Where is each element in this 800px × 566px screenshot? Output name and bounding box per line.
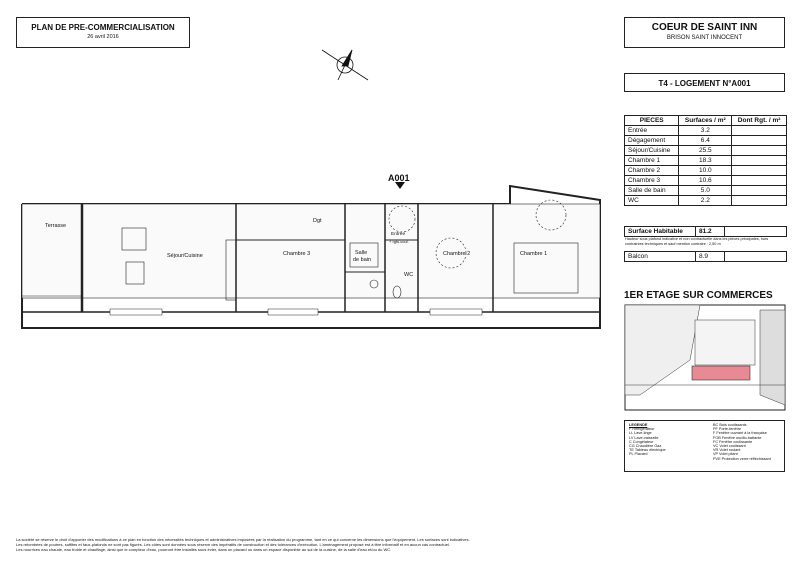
legend-item: VP Volet pliant <box>713 452 738 457</box>
lot-title: T4 - LOGEMENT N°A001 <box>624 73 785 92</box>
legend-item: BC Bois coulissants <box>713 423 747 427</box>
legend-item: CG Chaudière Gaz <box>629 444 662 449</box>
legend-item: FOB Fenêtre oscillo-battante <box>713 435 762 440</box>
room-name: Chambre 1 <box>625 156 679 166</box>
room-surface: 25.5 <box>679 146 732 156</box>
room-label-sdb-2: de bain <box>353 257 372 263</box>
legend-item: C Congélateur <box>629 439 654 444</box>
room-label-chambre1: Chambre 1 <box>520 251 548 257</box>
plan-title: PLAN DE PRE-COMMERCIALISATION <box>31 23 175 32</box>
room-surface: 6.4 <box>679 136 732 146</box>
room-label-sdb: Salle <box>355 250 368 256</box>
plan-date: 26 avril 2016 <box>87 34 119 40</box>
room-label-sejour: Séjour/Cuisine <box>167 253 203 259</box>
room-label-terrasse: Terrasse <box>45 223 67 229</box>
room-surface: 18.3 <box>679 156 732 166</box>
legend-item: VR Volet roulant <box>713 448 741 453</box>
unit-label: A001 <box>388 173 410 183</box>
room-name: Entrée <box>625 126 679 136</box>
disclaimer-line: Les retombées de poutres, soffites et faux-plafonds ne sont pas figurés. Les côtes sont données sous réserve des impératifs de construction et des tolérances d'exécution. L'aménagement proposé est à titre informatif et en aucun cas contractuel. <box>16 542 450 547</box>
floor-plan <box>22 186 600 328</box>
height-note: Hauteur sous plafond indicative et non contractuelle dans les pièces principales, hors contraintes techniques et sauf mention contraire : 2,50 m <box>625 237 769 246</box>
room-label-wc: WC <box>404 272 414 278</box>
room-label-entree-2: + rgts.coul. <box>389 239 409 244</box>
project-location: BRISON SAINT INNOCENT <box>666 35 743 41</box>
legend-item: PVE Protection verre réfléchissant <box>713 456 771 461</box>
room-surface: 3.2 <box>679 126 732 136</box>
room-label-dgt: Dgt <box>313 218 322 224</box>
legend-item: LL Lave-linge <box>629 431 652 436</box>
room-surface: 10.6 <box>679 176 732 186</box>
habitable-value: 81.2 <box>696 227 725 237</box>
room-label-chambre3: Chambre 3 <box>283 251 311 257</box>
legend-item: PL Placard <box>629 452 648 457</box>
col-dont: Dont Rgt. / m² <box>732 116 787 126</box>
room-name: Chambre 2 <box>625 166 679 176</box>
room-name: Séjour/Cuisine <box>625 146 679 156</box>
compass-icon <box>322 50 368 80</box>
legend-item: FC Fenêtre coulissante <box>713 439 753 444</box>
legend-item: PF Porte-fenêtre <box>713 427 742 432</box>
legend-item: VC Volet coulissant <box>713 444 746 449</box>
legend-item: LV Lave-vaisselle <box>629 435 659 440</box>
key-plan <box>625 305 785 410</box>
col-surface: Surfaces / m² <box>679 116 732 126</box>
highlighted-unit <box>692 366 750 380</box>
room-label-entree: Entrée <box>391 232 406 237</box>
room-surface: 5.0 <box>679 186 732 196</box>
legend-item: F Fenêtre ouvrant à la française <box>713 431 767 436</box>
room-name: WC <box>625 196 679 206</box>
legend-item: F Réfrigérateur <box>629 427 655 432</box>
balcon-label: Balcon <box>625 252 696 262</box>
room-name: Chambre 3 <box>625 176 679 186</box>
balcon-value: 8.9 <box>696 252 725 262</box>
disclaimer-line: Les nourrices eau chaude, eau froide et chauffage, ainsi que le compteur d'eau, pourront être installés sous évier, dans un placard ou dans un espace disponible au sol de la cuisine, de la salle d'eau et/ou du WC. <box>16 547 392 552</box>
legend-title: LEGENDE <box>629 423 648 427</box>
unit-marker-icon <box>395 182 405 189</box>
legend-item: TE Tableau électrique <box>629 448 666 453</box>
room-surface: 10.0 <box>679 166 732 176</box>
room-name: Dégagement <box>625 136 679 146</box>
col-piece: PIECES <box>625 116 679 126</box>
project-name: COEUR DE SAINT INN <box>651 22 758 33</box>
room-surface: 2.2 <box>679 196 732 206</box>
room-name: Salle de bain <box>625 186 679 196</box>
room-label-chambre2: Chambre 2 <box>443 251 471 257</box>
floor-label: 1ER ETAGE SUR COMMERCES <box>624 290 773 301</box>
disclaimer-line: La société se réserve le droit d'apporter des modifications à ce plan en fonction des nécessités techniques et administratives imposées par la réalisation du programme, tant en ce qui concerne les dimensions que l'équipement. Les surfaces sont indicatives. <box>16 537 470 542</box>
habitable-label: Surface Habitable <box>625 227 696 237</box>
